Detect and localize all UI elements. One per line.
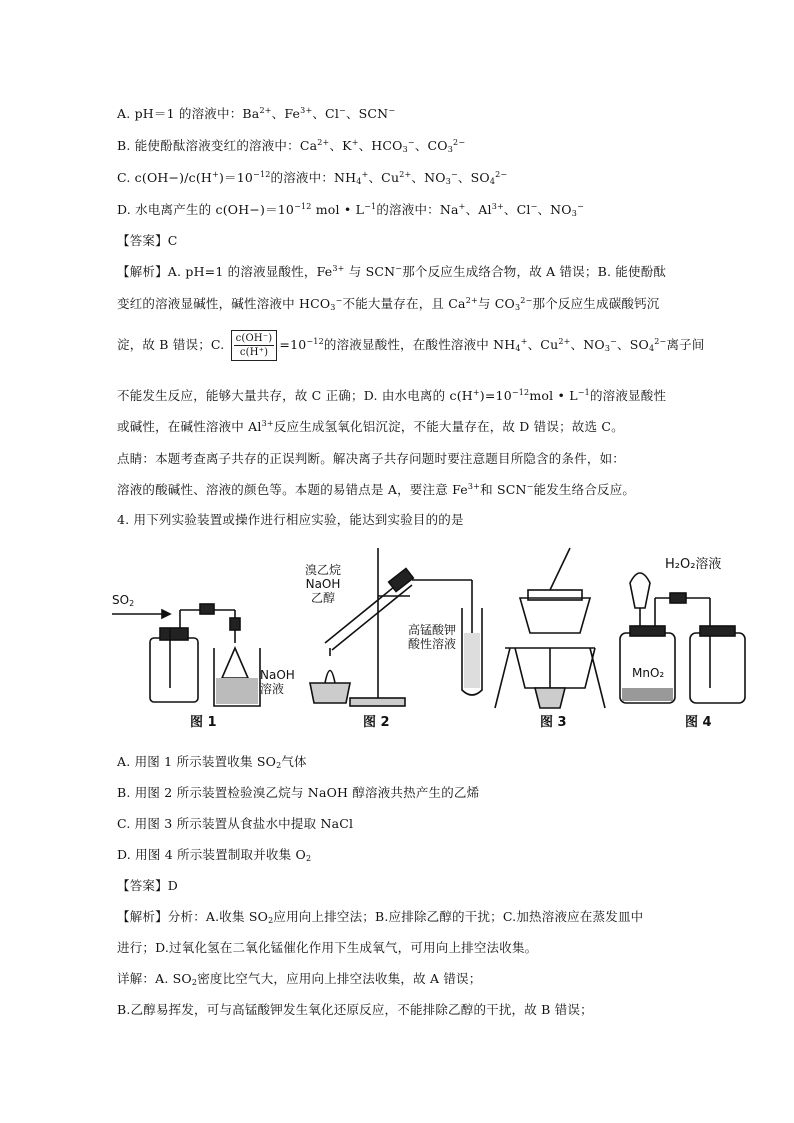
mno2-label: MnO₂ — [632, 666, 665, 680]
h2o2-label: H₂O₂溶液 — [665, 557, 722, 572]
naoh-label-1: NaOH 溶液 — [260, 668, 295, 696]
analysis-q3-line5: 或碱性，在碱性溶液中 $Al^{3+}$反应生成氢氧化铝沉淀，不能大量存在，故 D 错误；故选 C。 — [117, 419, 624, 434]
option-a-q4: A. 用图 1 所示装置收集 $SO_2$气体 — [117, 754, 307, 770]
option-c-q4: C. 用图 3 所示装置从食盐水中提取 NaCl — [117, 816, 354, 831]
analysis-q4-line4: B.乙醇易挥发，可与高锰酸钾发生氧化还原反应，不能排除乙醇的干扰，故 B 错误； — [117, 1002, 593, 1017]
apparatus-figure — [110, 538, 750, 733]
fig-caption-1: 图 1 — [190, 715, 217, 730]
fig-caption-2: 图 2 — [363, 715, 390, 730]
answer-q3: 【答案】C — [117, 233, 178, 248]
fig2-reagent-label: 溴乙烷 NaOH 乙醇 — [305, 563, 342, 605]
analysis-q3-line1: 【解析】A. pH=1 的溶液显酸性，$Fe^{3+}$ 与 SCN−那个反应生成络合物，故 A 错误；B. 能使酚酞 — [117, 264, 667, 279]
tip-q3-line2: 溶液的酸碱性、溶液的颜色等。本题的易错点是 A，要注意 $Fe^{3+}$和 SCN−能发生络合反应。 — [117, 482, 636, 497]
fig2-kmno4-label: 高锰酸钾 酸性溶液 — [408, 623, 457, 651]
fraction-oh-h: $\frac{c(OH^-)}{c(H^+)}$ — [231, 330, 278, 361]
option-d-q4: D. 用图 4 所示装置制取并收集 $O_2$ — [117, 847, 312, 863]
analysis-q4-line3: 详解：A. $SO_2$密度比空气大，应用向上排空法收集，故 A 错误； — [117, 971, 482, 987]
fig-caption-3: 图 3 — [540, 715, 567, 730]
option-c-q3: C. $c(OH-)/c(H^+)=10^{-12}$的溶液中：$NH_4^+$、$Cu^{2+}$、$NO_3^-$、$SO_4^{2-}$ — [117, 170, 508, 186]
tip-q3-line1: 点睛：本题考查离子共存的正误判断。解决离子共存问题时要注意题目所隐含的条件，如： — [117, 451, 626, 466]
analysis-q3-line2: 变红的溶液显碱性，碱性溶液中 $HCO_3^-$不能大量存在，且 $Ca^{2+}$与 $CO_3^{2-}$那个反应生成碳酸钙沉 — [117, 296, 660, 312]
option-b-q4: B. 用图 2 所示装置检验溴乙烷与 NaOH 醇溶液共热产生的乙烯 — [117, 785, 480, 800]
question-4-stem: 4. 用下列实验装置或操作进行相应实验，能达到实验目的的是 — [117, 512, 464, 527]
analysis-q4-line2: 进行；D.过氧化氢在二氧化锰催化作用下生成氧气，可用向上排空法收集。 — [117, 940, 538, 955]
fig-caption-4: 图 4 — [685, 715, 712, 730]
analysis-q3-line4: 不能发生反应，能够大量共存，故 C 正确；D. 由水电离的 $c(H^+)=10^{-12}mol$ • $L^{-1}$的溶液显酸性 — [117, 388, 667, 403]
option-b-q3: B. 能使酚酞溶液变红的溶液中：$Ca^{2+}$、K+、$HCO_3^-$、$CO_3^{2-}$ — [117, 138, 466, 154]
analysis-q4-line1: 【解析】分析：A.收集 $SO_2$应用向上排空法；B.应排除乙醇的干扰；C.加热溶液应在蒸发皿中 — [117, 909, 644, 925]
so2-label: $SO_2$ — [112, 593, 135, 608]
answer-q4: 【答案】D — [117, 878, 179, 893]
analysis-q3-line3: 淀，故 B 错误；C. $\frac{c(OH^-)}{c(H^+)}$ $=10^{-12}$的溶液显酸性，在酸性溶液中 $NH_4^+$、$Cu^{2+}$、$NO_3^-$、$SO_4^{2-}$离子间 — [117, 330, 705, 361]
option-d-q3: D. 水电离产生的 $c(OH-)=10^{-12}$ mol • $L^{-1}$的溶液中：Na+、$Al^{3+}$、Cl−、$NO_3^-$ — [117, 202, 584, 218]
option-a-q3: A. pH＝1 的溶液中：$Ba^{2+}$、$Fe^{3+}$、Cl−、SCN− — [117, 106, 396, 121]
